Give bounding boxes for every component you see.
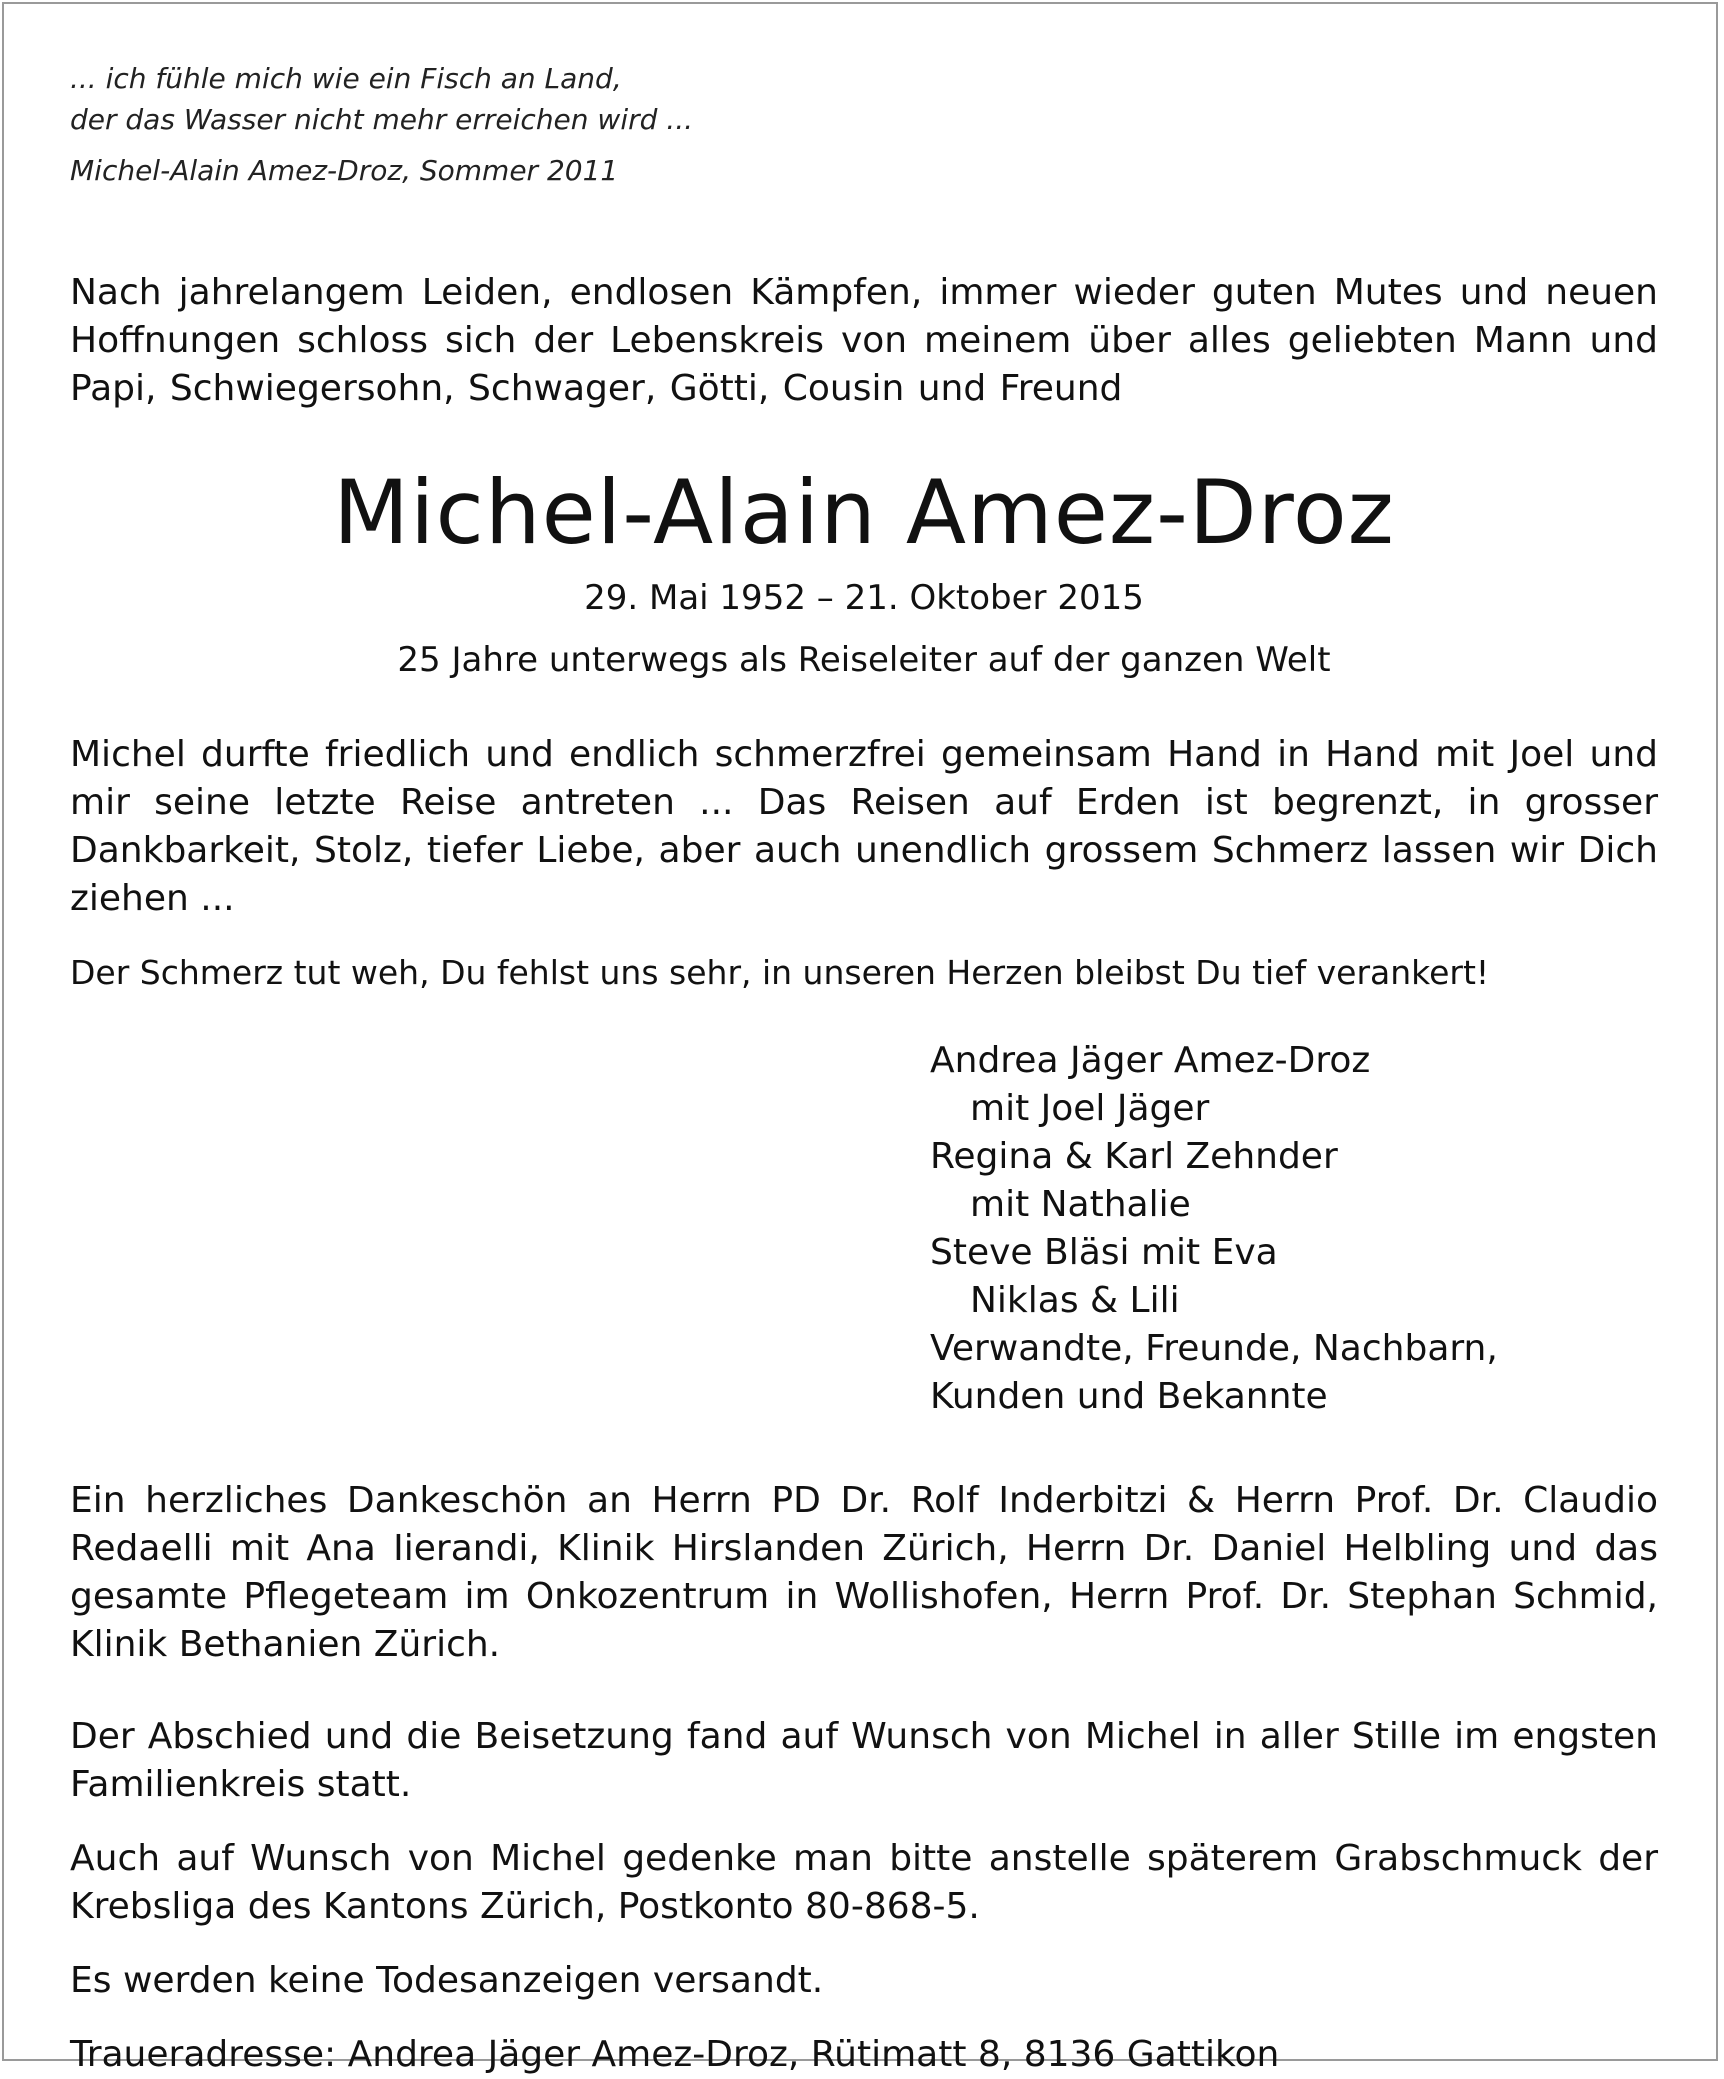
no-cards-paragraph: Es werden keine Todesanzeigen versandt.: [70, 1960, 824, 2001]
epigraph: [70, 58, 1658, 191]
pain-paragraph: Der Schmerz tut weh, Du fehlst uns sehr, in unseren Herzen bleibst Du tief verankert!: [70, 953, 1490, 992]
epigraph-line-2: der das Wasser nicht mehr erreichen wird ...: [70, 103, 693, 136]
obituary-notice: [70, 58, 1658, 2079]
intro-paragraph: Nach jahrelangem Leiden, endlosen Kämpfen, immer wieder guten Mutes und neuen Hoffnungen schloss sich der Lebenskreis von meinem über alles geliebten Mann und Papi, Schwiegersohn, Schwager, Götti, Cousin und Freund: [70, 272, 1658, 409]
journey-paragraph: Michel durfte friedlich und endlich schmerzfrei gemeinsam Hand in Hand mit Joel und mir seine letzte Reise antreten ... Das Reisen auf Erden ist begrenzt, in grosser Dankbarkeit, Stolz, tiefer Liebe, aber auch unendlich grossem Schmerz lassen wir Dich ziehen ...: [70, 734, 1658, 919]
signer: Steve Bläsi mit Eva: [930, 1232, 1278, 1273]
signer: Andrea Jäger Amez-Droz: [930, 1040, 1371, 1081]
signers-list: [930, 1037, 1658, 1421]
deceased-name: Michel-Alain Amez-Droz: [333, 461, 1395, 564]
signer: mit Joel Jäger: [970, 1088, 1210, 1129]
donation-paragraph: Auch auf Wunsch von Michel gedenke man bitte anstelle späterem Grabschmuck der Krebsliga des Kantons Zürich, Postkonto 80-868-5.: [70, 1838, 1658, 1927]
thanks-paragraph: Ein herzliches Dankeschön an Herrn PD Dr. Rolf Inderbitzi & Herrn Prof. Dr. Claudio Redaelli mit Ana Iierandi, Klinik Hirslanden Zürich, Herrn Dr. Daniel Helbling und das gesamte Pflegeteam im Onkozentrum in Wollishofen, Herrn Prof. Dr. Stephan Schmid, Klinik Bethanien Zürich.: [70, 1480, 1658, 1665]
epigraph-line-1: ... ich fühle mich wie ein Fisch an Land,: [70, 62, 622, 95]
life-dates: 29. Mai 1952 – 21. Oktober 2015: [584, 578, 1144, 618]
profession-line: 25 Jahre unterwegs als Reiseleiter auf der ganzen Welt: [397, 640, 1331, 680]
signer: Kunden und Bekannte: [930, 1376, 1328, 1417]
signer: mit Nathalie: [970, 1184, 1191, 1225]
farewell-paragraph: Der Abschied und die Beisetzung fand auf Wunsch von Michel in aller Stille im engsten Familienkreis statt.: [70, 1716, 1658, 1805]
signer: Niklas & Lili: [970, 1280, 1180, 1321]
signer: Verwandte, Freunde, Nachbarn,: [930, 1328, 1498, 1369]
signer: Regina & Karl Zehnder: [930, 1136, 1338, 1177]
epigraph-author: Michel-Alain Amez-Droz, Sommer 2011: [70, 154, 619, 187]
mourning-address: Traueradresse: Andrea Jäger Amez-Droz, Rütimatt 8, 8136 Gattikon: [70, 2034, 1280, 2075]
